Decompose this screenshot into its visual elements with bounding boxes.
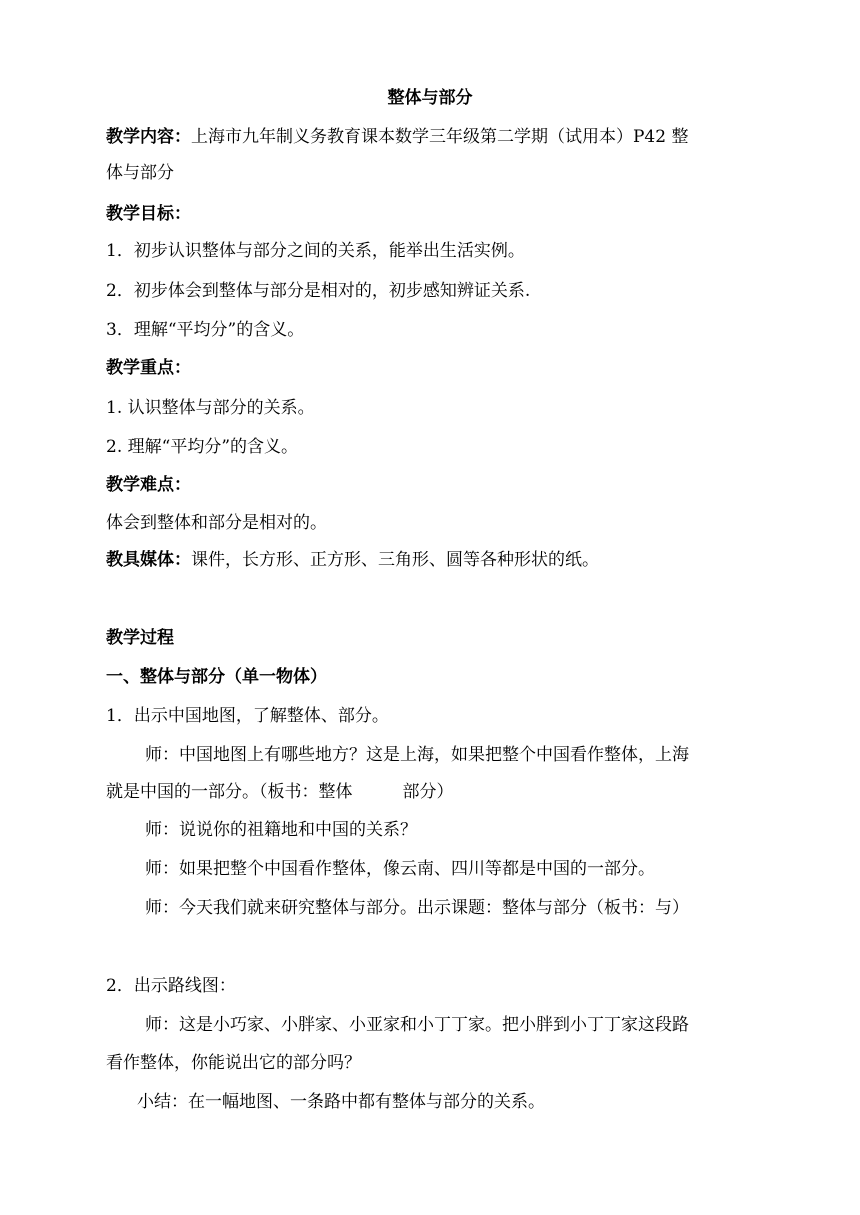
difficulties-text: 体会到整体和部分是相对的。 [106, 513, 327, 533]
document-title: 整体与部分 [387, 88, 473, 108]
objective-item-3: 3．理解“平均分”的含义。 [106, 320, 305, 340]
content-label: 教学内容： [106, 127, 191, 147]
step1-para1-line2a: 就是中国的一部分。（板书：整体 [106, 782, 353, 802]
step1-para4: 师：今天我们就来研究整体与部分。出示课题：整体与部分（板书：与） [145, 898, 689, 918]
step2-para1-line2: 看作整体，你能说出它的部分吗？ [106, 1053, 361, 1073]
step1-para1-line2b: 部分） [402, 782, 454, 802]
media-text: 课件，长方形、正方形、三角形、圆等各种形状的纸。 [191, 550, 599, 570]
key-points-label: 教学重点： [106, 358, 191, 378]
step1-para2: 师：说说你的祖籍地和中国的关系？ [145, 820, 417, 840]
step1-para3: 师：如果把整个中国看作整体，像云南、四川等都是中国的一部分。 [145, 859, 655, 879]
objectives-label: 教学目标： [106, 204, 191, 224]
step2-summary: 小结：在一幅地图、一条路中都有整体与部分的关系。 [137, 1092, 545, 1112]
difficulties-label: 教学难点： [106, 475, 191, 495]
key-point-item-1: 1. 认识整体与部分的关系。 [106, 398, 315, 418]
step2-title: 2．出示路线图： [106, 976, 236, 996]
step1-para1-line2 [106, 780, 776, 804]
step1-para1-line1: 师：中国地图上有哪些地方？这是上海，如果把整个中国看作整体，上海 [145, 745, 689, 765]
section1-heading: 一、整体与部分（单一物体） [106, 667, 327, 687]
objective-item-1: 1．初步认识整体与部分之间的关系，能举出生活实例。 [106, 241, 525, 261]
content-text-1: 上海市九年制义务教育课本数学三年级第二学期（试用本）P42 整 [191, 127, 689, 147]
media-line [106, 548, 776, 572]
step1-title: 1．出示中国地图，了解整体、部分。 [106, 706, 389, 726]
process-heading: 教学过程 [106, 628, 174, 648]
objective-item-2: 2．初步体会到整体与部分是相对的，初步感知辨证关系. [106, 281, 531, 301]
media-label: 教具媒体： [106, 550, 191, 570]
step2-para1-line1: 师：这是小巧家、小胖家、小亚家和小丁丁家。把小胖到小丁丁家这段路 [145, 1015, 689, 1035]
key-point-item-2: 2. 理解“平均分”的含义。 [106, 437, 299, 457]
content-line-1 [106, 125, 776, 149]
content-line-2: 体与部分 [106, 163, 174, 183]
